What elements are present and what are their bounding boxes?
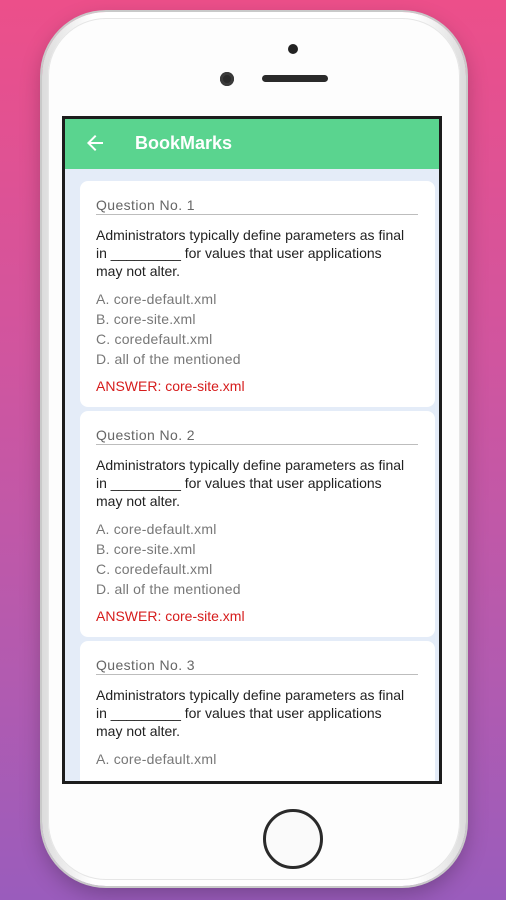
option-c[interactable]: C. coredefault.xml	[96, 331, 213, 347]
proximity-sensor	[288, 44, 298, 54]
question-text: Administrators typically define parameters as final in _________ for values that user applications may not alter.	[96, 687, 405, 739]
front-camera	[220, 72, 234, 86]
option-b[interactable]: B. core-site.xml	[96, 311, 196, 327]
question-text: Administrators typically define parameters as final in _________ for values that user applications may not alter.	[96, 227, 405, 279]
answer-text: ANSWER: core-site.xml	[96, 378, 245, 394]
option-c[interactable]: C. coredefault.xml	[96, 561, 213, 577]
option-a[interactable]: A. core-default.xml	[96, 521, 217, 537]
phone-screen	[62, 116, 442, 784]
options-list	[96, 749, 419, 769]
options-list	[96, 519, 419, 599]
options-list	[96, 289, 419, 369]
arrow-left-icon[interactable]	[83, 131, 107, 155]
question-card	[80, 411, 435, 637]
question-text: Administrators typically define parameters as final in _________ for values that user applications may not alter.	[96, 457, 405, 509]
option-a[interactable]: A. core-default.xml	[96, 291, 217, 307]
question-number: Question No. 3	[96, 657, 418, 675]
page-title: BookMarks	[135, 133, 233, 153]
question-card	[80, 641, 435, 781]
option-d[interactable]: D. all of the mentioned	[96, 351, 241, 367]
question-number: Question No. 1	[96, 197, 418, 215]
earpiece-speaker	[262, 75, 328, 82]
app-bar	[65, 119, 439, 169]
answer-text: ANSWER: core-site.xml	[96, 608, 245, 624]
bookmark-list[interactable]	[65, 169, 439, 781]
question-card	[80, 181, 435, 407]
option-a[interactable]: A. core-default.xml	[96, 751, 217, 767]
question-number: Question No. 2	[96, 427, 418, 445]
option-b[interactable]: B. core-site.xml	[96, 541, 196, 557]
home-button[interactable]	[263, 809, 323, 869]
app-window	[65, 119, 439, 781]
option-d[interactable]: D. all of the mentioned	[96, 581, 241, 597]
